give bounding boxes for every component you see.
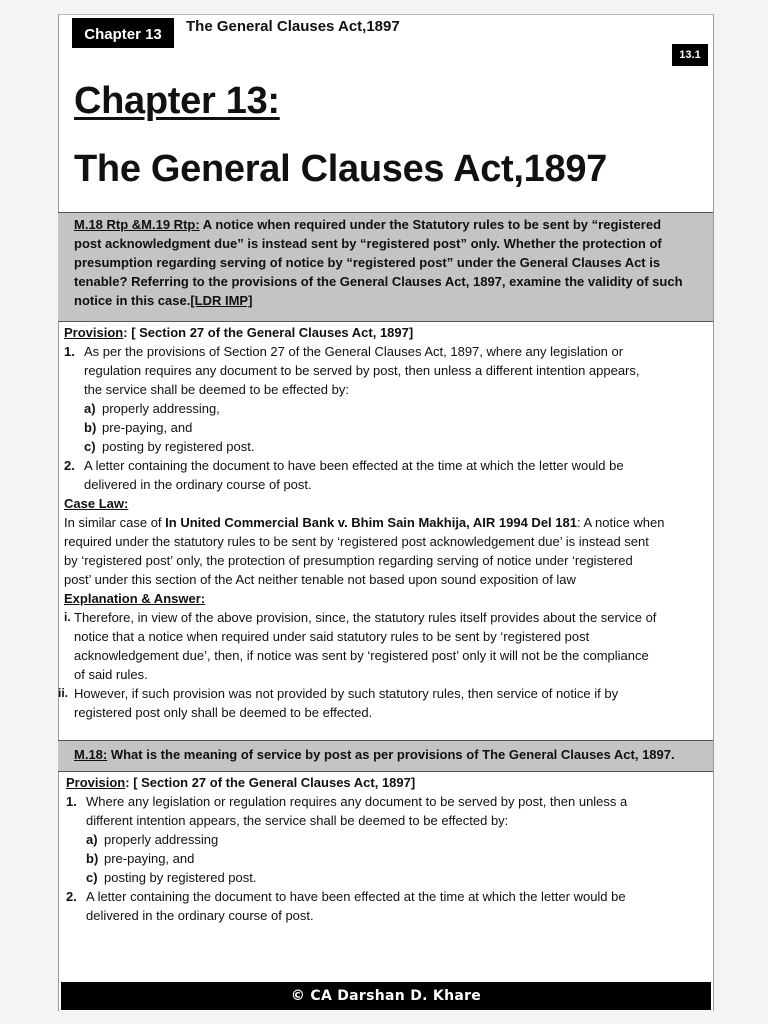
question-1-line: post acknowledgment due” is instead sent by “registered post” only. Whether the protection of <box>74 236 662 251</box>
case-law-heading: Case Law: <box>64 496 129 511</box>
chapter-heading: Chapter 13: <box>74 80 280 122</box>
list-item-continued: acknowledgement due’, then, if notice was sent by ‘registered post’ only it will not be the compliance <box>74 648 649 663</box>
list-item: 1. Where any legislation or regulation requires any document to be served by post, then unless a <box>66 794 628 809</box>
list-item: 1. As per the provisions of Section 27 of the General Clauses Act, 1897, where any legislation or <box>64 344 624 359</box>
sub-item: b) pre-paying, and <box>86 851 195 866</box>
sub-item: a) properly addressing, <box>84 401 220 416</box>
question-1-ref: M.18 Rtp &M.19 Rtp: <box>74 217 200 232</box>
sub-item: c) posting by registered post. <box>86 870 257 885</box>
answer-block-1 <box>58 323 704 722</box>
list-item: 2. A letter containing the document to have been effected at the time at which the letter would be <box>64 458 624 473</box>
chapter-tab: Chapter 13 <box>72 18 174 48</box>
sub-item: c) posting by registered post. <box>84 439 255 454</box>
running-title: The General Clauses Act,1897 <box>186 18 400 35</box>
sub-item: a) properly addressing <box>86 832 219 847</box>
case-law-line: post’ under this section of the Act neither tenable not based upon sound exposition of law <box>64 572 576 587</box>
footer-copyright: © CA Darshan D. Khare <box>61 982 711 1010</box>
case-law-line: by ‘registered post’ only, the protection of presumption regarding serving of notice under ‘registered <box>64 553 633 568</box>
explanation-heading: Explanation & Answer: <box>64 591 206 606</box>
list-item-continued: delivered in the ordinary course of post. <box>86 908 314 923</box>
question-1-line: notice in this case.[LDR IMP] <box>74 293 253 308</box>
list-item-continued: registered post only shall be deemed to be effected. <box>74 705 373 720</box>
sub-item: b) pre-paying, and <box>84 420 193 435</box>
chapter-title: The General Clauses Act,1897 <box>74 148 608 190</box>
list-item: 2. A letter containing the document to have been effected at the time at which the letter would be <box>66 889 626 904</box>
list-item: i. Therefore, in view of the above provision, since, the statutory rules itself provides about the service of <box>64 610 657 625</box>
question-2-ref: M.18: <box>74 747 108 762</box>
list-item: ii. However, if such provision was not provided by such statutory rules, then service of notice if by <box>58 686 619 701</box>
case-law-line: required under the statutory rules to be sent by ‘registered post acknowledgement due’ is instead sent <box>64 534 649 549</box>
answer-block-2 <box>66 773 706 925</box>
question-1-line: M.18 Rtp &M.19 Rtp: A notice when required under the Statutory rules to be sent by “registered <box>74 217 662 232</box>
list-item-continued: notice that a notice when required under said statutory rules to be sent by ‘registered post <box>74 629 590 644</box>
question-box-2 <box>58 740 713 772</box>
list-item-continued: of said rules. <box>74 667 148 682</box>
provision-heading: Provision: [ Section 27 of the General Clauses Act, 1897] <box>66 775 416 790</box>
list-item-continued: the service shall be deemed to be effected by: <box>84 382 349 397</box>
case-citation: In United Commercial Bank v. Bhim Sain Makhija, AIR 1994 Del 181 <box>165 515 577 530</box>
importance-tag: [LDR IMP] <box>190 293 253 308</box>
list-item-continued: different intention appears, the service shall be deemed to be effected by: <box>86 813 509 828</box>
question-box-1 <box>58 212 713 322</box>
question-1-line: tenable? Referring to the provisions of the General Clauses Act, 1897, examine the validity of such <box>74 274 683 289</box>
page-number-badge: 13.1 <box>672 44 708 66</box>
question-1-line: presumption regarding serving of notice by “registered post” under the General Clauses Act is <box>74 255 661 270</box>
question-2-line: M.18: What is the meaning of service by post as per provisions of The General Clauses Act, 1897. <box>74 747 675 762</box>
list-item-continued: regulation requires any document to be served by post, then unless a different intention appears, <box>84 363 640 378</box>
provision-heading: Provision: [ Section 27 of the General Clauses Act, 1897] <box>64 325 414 340</box>
case-law-line: In similar case of In United Commercial Bank v. Bhim Sain Makhija, AIR 1994 Del 181: A notice when <box>64 515 665 530</box>
list-item-continued: delivered in the ordinary course of post. <box>84 477 312 492</box>
